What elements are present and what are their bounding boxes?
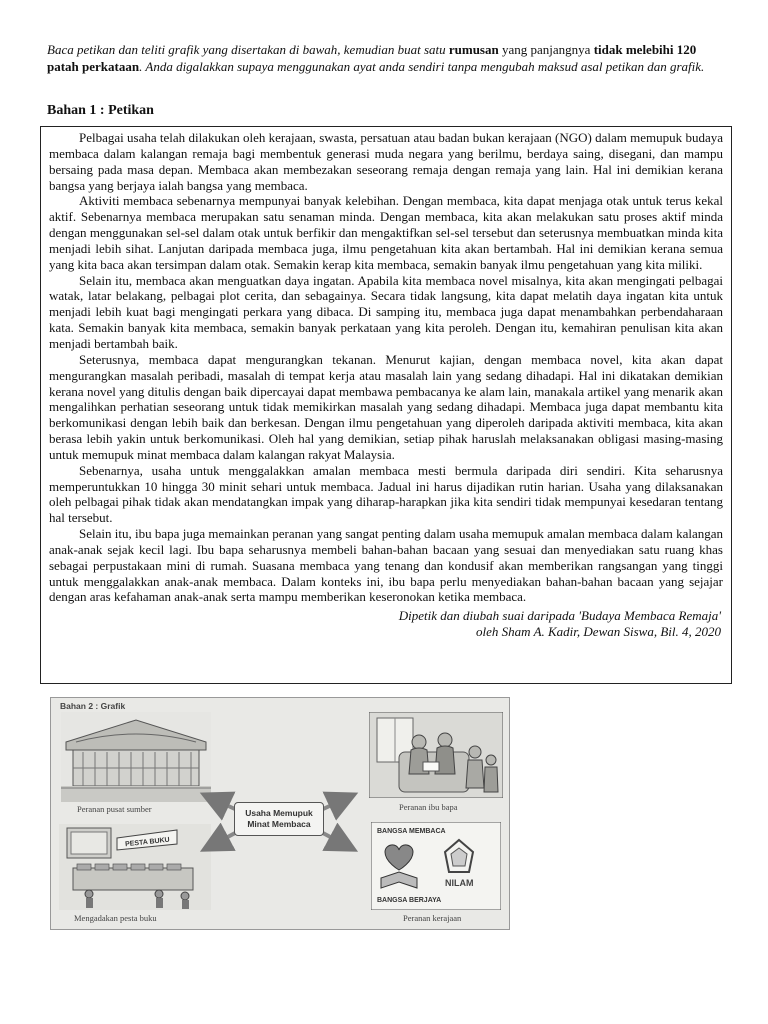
source-line-1: Dipetik dan diubah suai daripada 'Budaya Membaca Remaja'	[398, 608, 721, 624]
poster-top-text: BANGSA MEMBACA	[377, 828, 446, 835]
passage-paragraph-1: Pelbagai usaha telah dilakukan oleh kerajaan, swasta, persatuan atau badan bukan kerajaan (NGO) dalam memupuk budaya membaca dalam kalangan remaja bagi membentuk generasi muda negara yang berilmu, berdaya saing, disegani, dan mampu bersaing pada masa depan. Membaca akan membezakan seseorang remaja dengan remaja yang lain. Hal ini demikian kerana bangsa yang berjaya ialah bangsa yang membaca.	[49, 130, 723, 193]
passage-paragraph-5: Sebenarnya, usaha untuk menggalakkan amalan membaca mesti bermula daripada diri sendiri. Kita seharusnya memperuntukkan 10 hingga 30 minit sehari untuk membaca. Jadual ini harus dijadikan rutin harian. Usaha yang dilaksanakan oleh pelbagai pihak tidak akan mendatangkan impak yang diharap-harapkan jika kita sendiri tidak mempunyai kesedaran tentang hal tersebut.	[49, 462, 723, 526]
section-title-petikan: Bahan 1 : Petikan	[47, 103, 154, 118]
pesta-buku-sign: PESTA BUKU	[124, 836, 171, 849]
passage-paragraph-2: Aktiviti membaca sebenarnya mempunyai banyak kelebihan. Dengan membaca, kita dapat menjaga otak untuk terus kekal aktif. Sebenarnya membaca merupakan satu senaman minda. Dengan membaca, kita akan melakukan satu proses aktif minda dengan menggunakan sel-sel dalam otak untuk berfikir dan mengaktifkan sel-sel tersebut dan seterusnya membuatkan minda kita menjadi lebih sihat. Lanjutan daripada membaca juga, ilmu pengetahuan kita akan bertambah. Hal ini demikian kerana semua yang kita baca akan tersimpan dalam otak. Semakin kerap kita membaca, semakin banyak ilmu pengetahuan yang kita miliki.	[49, 193, 723, 272]
poster-mid-text: NILAM	[445, 878, 474, 888]
passage-paragraph-6: Selain itu, ibu bapa juga memainkan peranan yang sangat penting dalam usaha memupuk amalan membaca dalam kalangan anak-anak sejak kecil lagi. Ibu bapa seharusnya membeli bahan-bahan bacaan yang sesuai dan menyediakan satu ruang khas sebagai perpustakaan mini di rumah. Suasana membaca yang tenang dan kondusif akan memberikan rangsangan yang tinggi untuk menggalakkan anak-anak membaca. Dalam konteks ini, ibu bapa perlu menyediakan bahan-bahan bacaan yang sejajar dengan aras kefahaman anak-anak serta mampu memberikan keseronokan ketika membaca.	[49, 526, 723, 605]
passage-box	[40, 126, 732, 684]
central-theme-box	[234, 802, 324, 836]
passage-paragraph-3: Selain itu, membaca akan menguatkan daya ingatan. Apabila kita membaca novel misalnya, kita akan mengingati pelbagai watak, latar belakang, pelbagai plot cerita, dan sebagainya. Secara tidak langsung, kita dapat melatih daya ingatan kita untuk menjadi lebih kuat bagi mengingati perkara yang dibaca. Di samping itu, membaca juga dapat menambahkan perbendaharaan kata. Semakin banyak kita membaca, semakin banyak perkataan yang kita peroleh. Dengan itu, kemahiran penulisan kita akan menjadi bertambah baik.	[49, 272, 723, 351]
central-theme-line-1: Usaha Memupuk	[245, 808, 313, 818]
caption-top-right: Peranan ibu bapa	[399, 802, 458, 812]
caption-bottom-left: Mengadakan pesta buku	[74, 913, 157, 923]
poster-bottom-text: BANGSA BERJAYA	[377, 897, 442, 904]
instructions-part1: Baca petikan dan teliti grafik yang disertakan di bawah, kemudian buat satu	[47, 42, 446, 57]
passage-paragraph-4: Seterusnya, membaca dapat mengurangkan tekanan. Menurut kajian, dengan membaca novel, kita akan dapat mengurangkan masalah peribadi, masalah di tempat kerja atau masalah lain yang sedang dihadapi. Hal ini dikatakan demikian kerana novel yang ditulis dengan baik dipercayai dapat membawa pembacanya ke alam lain, manakala artikel yang menarik akan mengalihkan perhatian seseorang untuk tidak memikirkan masalah yang sedang dihadapi. Membaca juga dapat membantu kita berkomunikasi dengan lebih baik dan berkesan. Dengan ilmu pengetahuan yang diperoleh daripada aktiviti membaca, kita akan berasa lebih yakin untuk berkomunikasi. Oleh hal yang demikian, setiap pihak haruslah melaksanakan obligasi masing-masing untuk memupuk minat membaca dalam kalangan rakyat Malaysia.	[49, 351, 723, 462]
graphic-figure	[50, 697, 510, 930]
instructions-bold2: tidak melebihi 120 patah perkataan	[47, 42, 697, 74]
instructions-part3: . Anda digalakkan supaya menggunakan ayat anda sendiri tanpa mengubah maksud asal petikan dan grafik.	[139, 58, 705, 74]
figure-title: Bahan 2 : Grafik	[60, 701, 126, 711]
caption-top-left: Peranan pusat sumber	[77, 804, 152, 814]
instructions-part2: yang panjangnya	[501, 42, 591, 57]
central-theme-line-2: Minat Membaca	[247, 819, 311, 829]
caption-bottom-right: Peranan kerajaan	[403, 913, 462, 923]
instructions	[47, 42, 731, 75]
source-citation	[49, 608, 723, 640]
instructions-bold1: rumusan	[448, 42, 499, 57]
source-line-2: oleh Sham A. Kadir, Dewan Siswa, Bil. 4, 2020	[476, 624, 721, 640]
